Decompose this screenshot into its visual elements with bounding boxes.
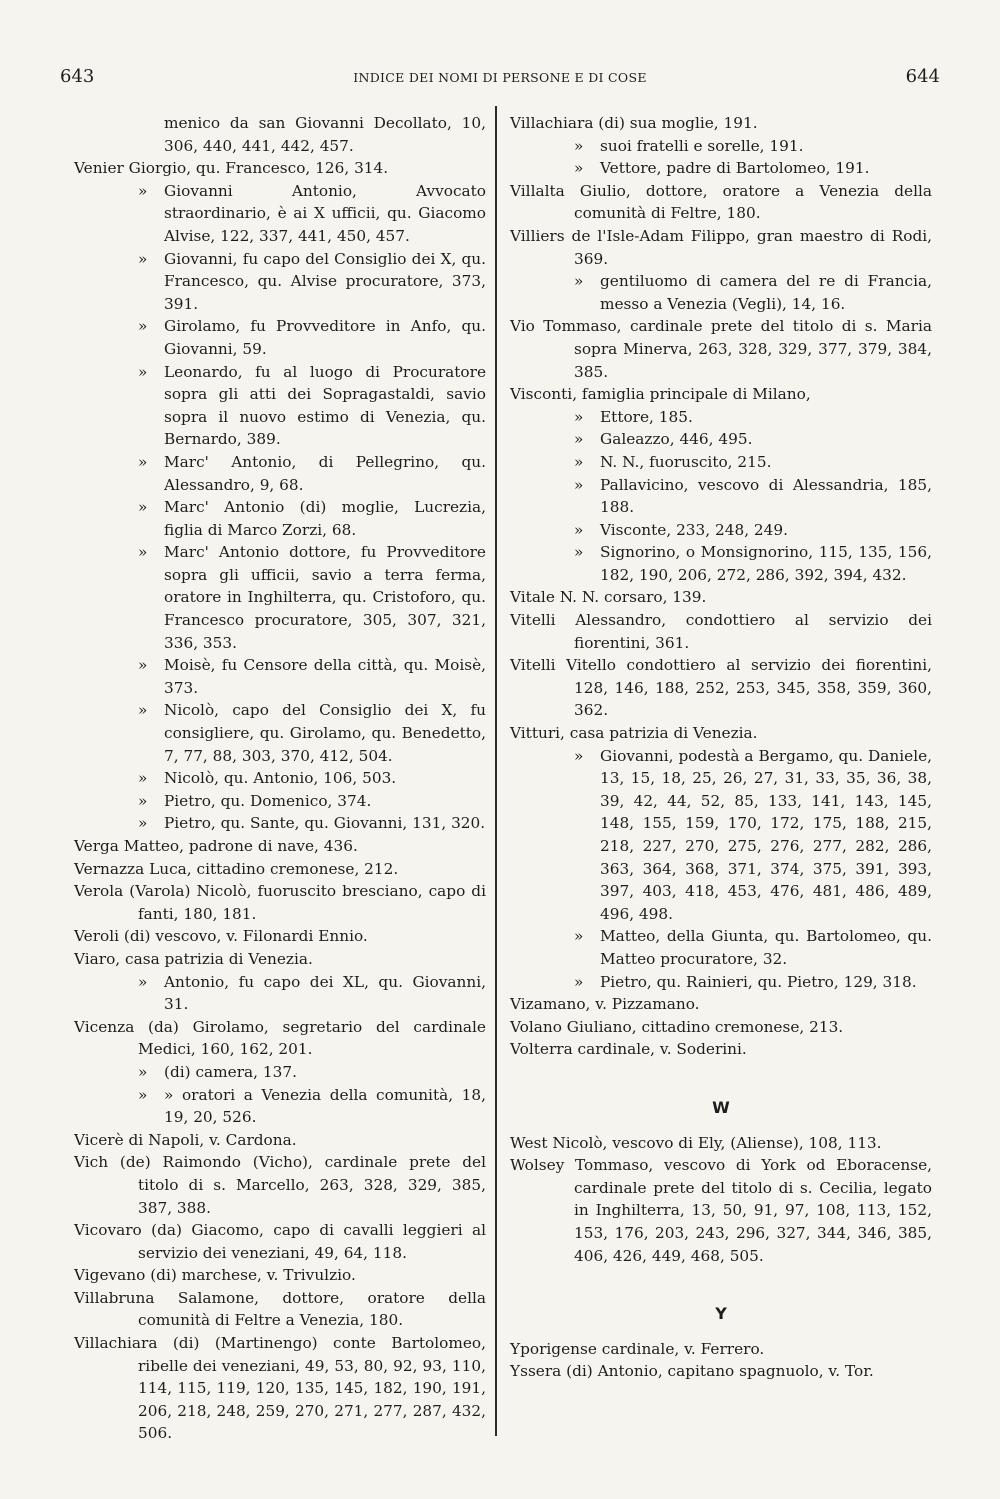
ditto-mark: » [138,814,148,833]
index-entry [510,722,932,745]
ditto-mark: » [574,159,584,178]
entry-text: suoi fratelli e sorelle, 191. [600,136,804,155]
entry-text: Vicovaro (da) Giacomo, capo di cavalli leggieri al servizio dei veneziani, 49, 64, 118. [74,1221,486,1262]
entry-text: Villachiara (di) (Martinengo) conte Bartolomeo, ribelle dei veneziani, 49, 53, 80, 92, 93, 110, 114, 115, 119, 120, 135, 145, 182, 190, 191, 206, 218, 248, 259, 270, 271, 277, 287, 432, 506. [74,1334,486,1443]
entry-text: Vio Tommaso, cardinale prete del titolo di s. Maria sopra Minerva, 263, 328, 329, 377, 379, 384, 385. [510,317,932,381]
running-title: INDICE DEI NOMI DI PERSONE E DI COSE [353,70,647,85]
index-entry [510,383,932,406]
index-subentry [510,745,932,926]
column-divider [495,106,497,1436]
index-entry [510,1360,932,1383]
entry-text: Villabruna Salamone, dottore, oratore della comunità di Feltre a Venezia, 180. [74,1288,486,1330]
entry-text: Visconte, 233, 248, 249. [600,520,788,539]
ditto-mark: » [138,543,148,562]
index-subentry [74,767,486,790]
entry-text: Vitturi, casa patrizia di Venezia. [510,724,758,743]
index-subentry [74,699,486,767]
entry-text: Marc' Antonio, di Pellegrino, qu. Alessandro, 9, 68. [164,452,486,494]
index-subentry [510,474,932,519]
ditto-mark: » [138,656,148,675]
ditto-mark: » [138,769,148,788]
entry-text: Ettore, 185. [600,407,693,426]
index-entry [510,1154,932,1267]
entry-text: Vitelli Alessandro, condottiero al servizio dei fiorentini, 361. [510,611,932,652]
ditto-mark: » [138,317,148,336]
ditto-mark: » [138,791,148,810]
section-letter [510,1097,932,1120]
index-subentry [74,315,486,360]
index-subentry [74,248,486,316]
ditto-mark: » [574,520,584,539]
entry-text: Matteo, della Giunta, qu. Bartolomeo, qu. Matteo procuratore, 32. [600,927,932,968]
index-subentry [510,541,932,586]
ditto-mark: » [574,927,584,946]
ditto-mark: » [138,181,148,200]
ditto-mark: » [138,362,148,381]
ditto-mark: » [574,430,584,449]
index-entry [510,1038,932,1061]
index-subentry [74,812,486,835]
entry-text: Pietro, qu. Domenico, 374. [164,791,372,810]
entry-text: Giovanni, fu capo del Consiglio dei X, qu. Francesco, qu. Alvise procuratore, 373, 391. [164,249,486,313]
entry-text: Marc' Antonio (di) moglie, Lucrezia, figlia di Marco Zorzi, 68. [164,498,486,539]
entry-text: W [712,1097,730,1117]
page-header [60,66,940,96]
index-entry [74,1264,486,1287]
entry-text: N. N., fuoruscito, 215. [600,452,772,471]
ditto-mark: » [574,407,584,426]
index-entry [74,112,486,157]
index-entry [510,1338,932,1361]
index-subentry [74,541,486,654]
index-entry [74,835,486,858]
index-entry [510,1132,932,1155]
entry-text: Vitelli Vitello condottiero al servizio dei fiorentini, 128, 146, 188, 252, 253, 345, 358, 359, 360, 362. [510,656,932,720]
index-entry [74,1332,486,1445]
entry-text: Vitale N. N. corsaro, 139. [510,588,707,607]
entry-text: Yssera (di) Antonio, capitano spagnuolo, v. Tor. [510,1362,874,1381]
entry-text: Pietro, qu. Rainieri, qu. Pietro, 129, 318. [600,972,917,991]
index-subentry [74,654,486,699]
entry-text: menico da san Giovanni Decollato, 10, 306, 440, 441, 442, 457. [164,114,486,155]
entry-text: Verola (Varola) Nicolò, fuoruscito bresciano, capo di fanti, 180, 181. [74,882,486,923]
index-entry [510,586,932,609]
ditto-mark: » [138,972,148,991]
entry-text: Giovanni Antonio, Avvocato straordinario, è ai X ufficii, qu. Giacomo Alvise, 122, 337, 441, 450, 457. [164,181,486,245]
index-entry [74,880,486,925]
entry-text: Volterra cardinale, v. Soderini. [510,1040,747,1059]
entry-text: Vicenza (da) Girolamo, segretario del cardinale Medici, 160, 162, 201. [74,1017,486,1059]
entry-text: Villalta Giulio, dottore, oratore a Venezia della comunità di Feltre, 180. [510,181,932,223]
entry-text: Villiers de l'Isle-Adam Filippo, gran maestro di Rodi, 369. [510,226,932,268]
ditto-mark: » [138,1085,148,1104]
entry-text: Venier Giorgio, qu. Francesco, 126, 314. [74,159,389,178]
ditto-mark: » [138,701,148,720]
ditto-mark: » [138,1062,148,1081]
entry-text: Antonio, fu capo dei XL, qu. Giovanni, 31. [164,972,486,1014]
index-subentry [74,496,486,541]
index-subentry [74,1061,486,1084]
index-entry [74,858,486,881]
ditto-mark: » [138,249,148,268]
entry-text: Giovanni, podestà a Bergamo, qu. Daniele, 13, 15, 18, 25, 26, 27, 31, 33, 35, 36, 38, 39, 42, 44, 52, 85, 133, 141, 143, 145, 148, 155, 159, 170, 172, 175, 188, 215, 218, 227, 270, 275, 276, 277, 282, 286, 363, 364, 368, 371, 374, 375, 391, 393, 397, 403, 418, 453, 476, 481, 486, 489, 496, 498. [600,746,932,923]
index-entry [510,1016,932,1039]
page-number-right: 644 [905,66,940,87]
entry-text: Pallavicino, vescovo di Alessandria, 185, 188. [600,475,932,517]
index-entry [74,1219,486,1264]
index-subentry [510,971,932,994]
index-entry [510,180,932,225]
entry-text: Viaro, casa patrizia di Venezia. [74,949,313,968]
index-entry [74,157,486,180]
entry-text: Galeazzo, 446, 495. [600,430,753,449]
entry-text: Y [715,1304,727,1324]
entry-text: Vizamano, v. Pizzamano. [510,995,700,1014]
index-entry [510,654,932,722]
index-entry [74,1151,486,1219]
right-column [510,112,932,1383]
index-subentry [510,135,932,158]
entry-text: Villachiara (di) sua moglie, 191. [510,114,758,132]
entry-text: Verga Matteo, padrone di nave, 436. [74,837,358,855]
index-subentry [74,1084,486,1129]
index-subentry [74,790,486,813]
index-subentry [510,428,932,451]
entry-text: Vicerè di Napoli, v. Cardona. [74,1130,297,1149]
index-subentry [510,451,932,474]
entry-text: Nicolò, qu. Antonio, 106, 503. [164,769,397,788]
entry-text: Volano Giuliano, cittadino cremonese, 213. [510,1017,844,1036]
entry-text: Girolamo, fu Provveditore in Anfo, qu. Giovanni, 59. [164,317,486,358]
entry-text: Leonardo, fu al luogo di Procuratore sopra gli atti dei Sopragastaldi, savio sopra il nuovo estimo di Venezia, qu. Bernardo, 389. [164,362,486,449]
index-entry [74,948,486,971]
entry-text: Vernazza Luca, cittadino cremonese, 212. [74,859,399,878]
ditto-mark: » [574,746,584,765]
ditto-mark: » [574,543,584,562]
index-subentry [74,971,486,1016]
index-subentry [510,406,932,429]
ditto-mark: » [574,452,584,471]
entry-text: West Nicolò, vescovo di Ely, (Aliense), 108, 113. [510,1133,882,1152]
entry-text: Signorino, o Monsignorino, 115, 135, 156, 182, 190, 206, 272, 286, 392, 394, 432. [600,543,932,584]
entry-text: Moisè, fu Censore della città, qu. Moisè, 373. [164,656,486,697]
index-entry [74,1129,486,1152]
entry-text: Visconti, famiglia principale di Milano, [510,385,811,404]
ditto-mark: » [138,498,148,517]
index-subentry [74,361,486,451]
entry-text: Vigevano (di) marchese, v. Trivulzio. [74,1266,356,1285]
ditto-mark: » [574,136,584,155]
index-subentry [510,157,932,180]
entry-text: (di) camera, 137. [164,1062,297,1081]
index-subentry [510,270,932,315]
section-letter [510,1303,932,1326]
ditto-mark: » [138,452,148,471]
entry-text: » oratori a Venezia della comunità, 18, 19, 20, 526. [164,1085,486,1127]
index-entry [510,315,932,383]
entry-text: Marc' Antonio dottore, fu Provveditore sopra gli ufficii, savio a terra ferma, oratore in Inghilterra, qu. Cristoforo, qu. Francesco procuratore, 305, 307, 321, 336, 353. [164,543,486,652]
entry-text: Yporigense cardinale, v. Ferrero. [510,1339,765,1358]
entry-text: Vettore, padre di Bartolomeo, 191. [600,159,870,178]
index-entry [510,225,932,270]
left-column [74,112,486,1445]
ditto-mark: » [574,475,584,494]
index-entry [74,1016,486,1061]
index-subentry [510,519,932,542]
index-entry [510,112,932,135]
ditto-mark: » [574,972,584,991]
index-subentry [74,451,486,496]
entry-text: Vich (de) Raimondo (Vicho), cardinale prete del titolo di s. Marcello, 263, 328, 329, 385, 387, 388. [74,1153,486,1217]
entry-text: gentiluomo di camera del re di Francia, messo a Venezia (Vegli), 14, 16. [600,272,932,313]
index-entry [74,1287,486,1332]
entry-text: Pietro, qu. Sante, qu. Giovanni, 131, 320. [164,814,486,833]
entry-text: Veroli (di) vescovo, v. Filonardi Ennio. [74,927,368,946]
ditto-mark: » [574,272,584,291]
index-entry [510,609,932,654]
index-subentry [74,180,486,248]
entry-text: Nicolò, capo del Consiglio dei X, fu consigliere, qu. Girolamo, qu. Benedetto, 7, 77, 88, 303, 370, 412, 504. [164,701,486,765]
page-number-left: 643 [60,66,95,87]
index-entry [74,925,486,948]
index-entry [510,993,932,1016]
entry-text: Wolsey Tommaso, vescovo di York od Eboracense, cardinale prete del titolo di s. Cecilia, legato in Inghilterra, 13, 50, 91, 97, 108, 113, 152, 153, 176, 203, 243, 296, 327, 344, 346, 385, 406, 426, 449, 468, 505. [510,1156,932,1265]
index-subentry [510,925,932,970]
